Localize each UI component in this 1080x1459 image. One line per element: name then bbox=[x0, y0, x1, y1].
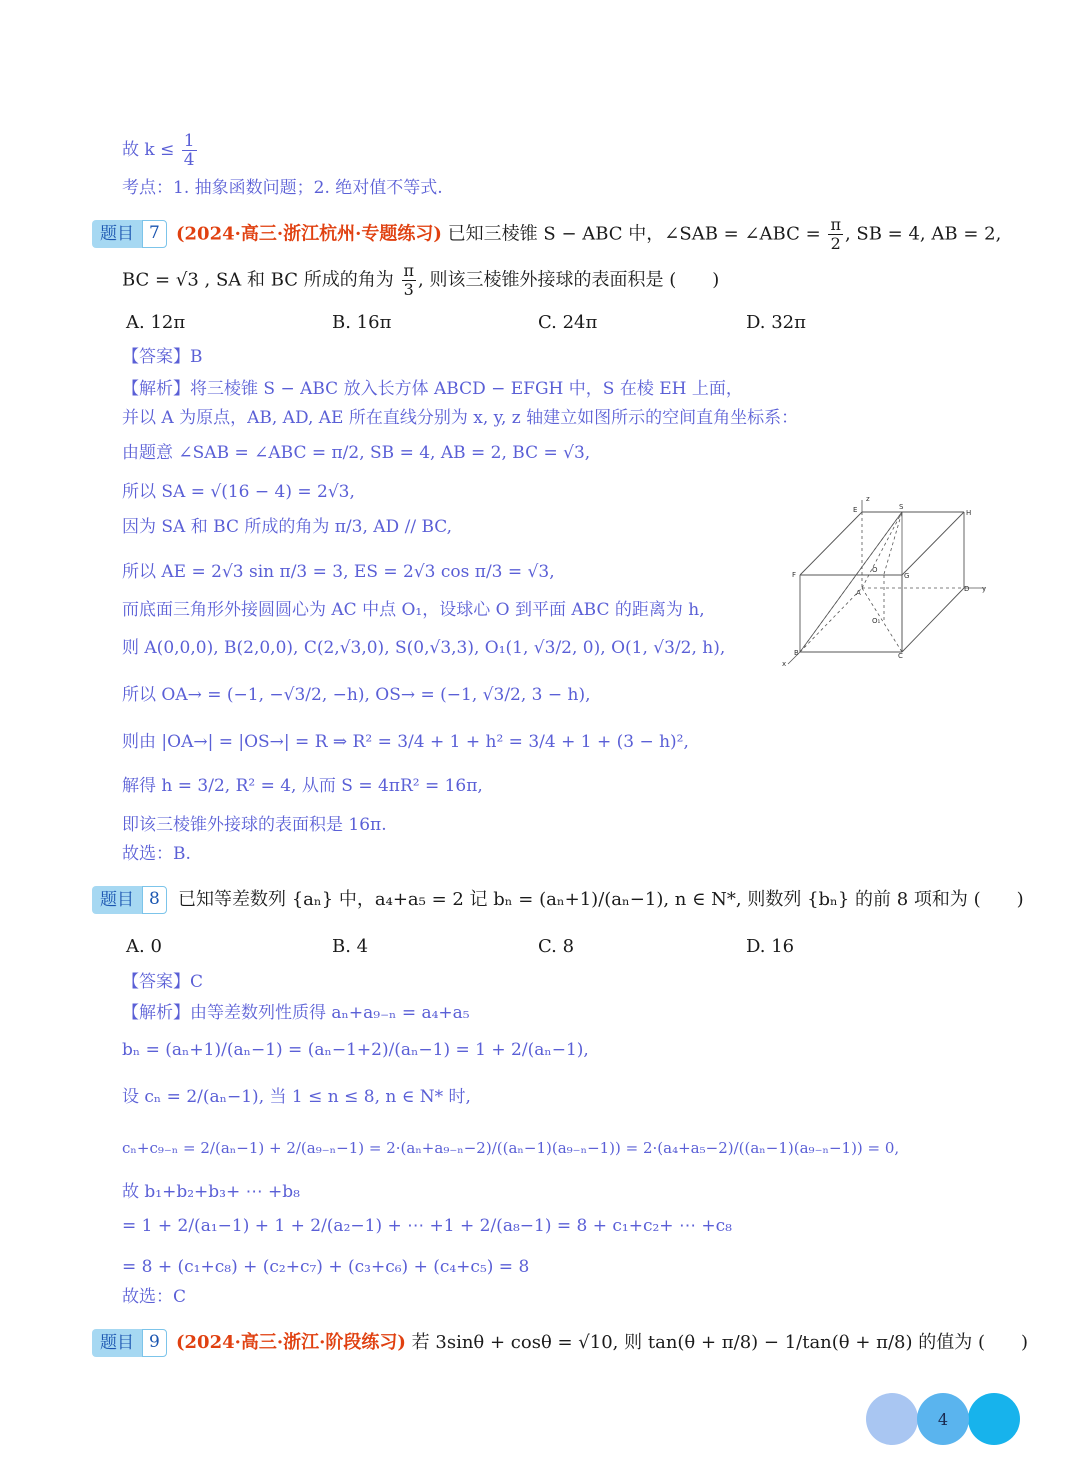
axis-x-label: x bbox=[782, 660, 787, 668]
question-9-stem: (2024·高三·浙江·阶段练习) 若 3sinθ + cosθ = √10, 则 tan(θ + π/8) − 1/tan(θ + π/8) 的值为 ( ) bbox=[176, 1332, 1029, 1353]
q7-solution-line: 所以 OA→ = (−1, −√3/2, −h), OS→ = (−1, √3/2, 3 − h), bbox=[122, 685, 591, 705]
q7-solution-line: 而底面三角形外接圆圆心为 AC 中点 O₁，设球心 O 到平面 ABC 的距离为 h, bbox=[122, 600, 705, 620]
q7-solution-line: 因为 SA 和 BC 所成的角为 π/3, AD // BC, bbox=[122, 517, 453, 537]
q7-solution-line: 解得 h = 3/2, R² = 4, 从而 S = 4πR² = 16π, bbox=[122, 776, 483, 796]
point-f-label: F bbox=[792, 571, 797, 579]
page-decor-circle bbox=[968, 1393, 1020, 1445]
q7-solution-line: 则由 |OA→| = |OS→| = R ⇒ R² = 3/4 + 1 + h² = 3/4 + 1 + (3 − h)², bbox=[122, 732, 689, 752]
point-o-label: O bbox=[872, 566, 878, 574]
q8-solution-line: 设 cₙ = 2/(aₙ−1), 当 1 ≤ n ≤ 8, n ∈ N* 时, bbox=[122, 1087, 471, 1107]
q7-option-d[interactable]: D. 32π bbox=[746, 312, 806, 333]
question-9-tag: 题目 9 bbox=[92, 1329, 167, 1357]
q7-solution-line: 故选：B. bbox=[122, 844, 191, 864]
q8-option-b[interactable]: B. 4 bbox=[332, 936, 369, 957]
q7-solution-line: 并以 A 为原点，AB, AD, AE 所在直线分别为 x, y, z 轴建立如图所示的空间直角坐标系： bbox=[122, 408, 799, 428]
question-7-stem-line2: BC = √3 , SA 和 BC 所成的角为 $\frac{\pi}{3}$ , 则该三棱锥外接球的表面积是 ( ) bbox=[122, 261, 720, 299]
q8-option-d[interactable]: D. 16 bbox=[746, 936, 795, 957]
axis-z-label: z bbox=[866, 495, 870, 503]
q7-solution-line: 【解析】将三棱锥 S − ABC 放入长方体 ABCD − EFGH 中，S 在棱 EH 上面， bbox=[122, 379, 743, 399]
q8-solution-line: = 1 + 2/(a₁−1) + 1 + 2/(a₂−1) + ⋯ +1 + 2/(a₈−1) = 8 + c₁+c₂+ ⋯ +c₈ bbox=[122, 1216, 732, 1236]
question-7-tag: 题目 7 bbox=[92, 220, 167, 248]
point-b-label: B bbox=[794, 649, 799, 657]
point-e-label: E bbox=[853, 506, 858, 514]
point-s-label: S bbox=[899, 503, 904, 511]
q7-option-b[interactable]: B. 16π bbox=[332, 312, 392, 333]
point-c-label: C bbox=[898, 652, 903, 660]
q7-solution-line: 所以 SA = √(16 − 4) = 2√3, bbox=[122, 482, 355, 502]
q7-answer: 【答案】B bbox=[122, 347, 203, 367]
axis-y-label: y bbox=[982, 585, 987, 593]
point-d-label: D bbox=[964, 585, 970, 593]
q8-solution-line: cₙ+c₉₋ₙ = 2/(aₙ−1) + 2/(a₉₋ₙ−1) = 2·(aₙ+a₉₋ₙ−2)/((aₙ−1)(a₉₋ₙ−1)) = 2·(a₄+a₅−2)/((aₙ−1)(a₉₋ₙ−1)) = 0, bbox=[122, 1139, 900, 1157]
q7-solution-line: 即该三棱锥外接球的表面积是 16π. bbox=[122, 815, 387, 835]
k-conclusion: 故 k ≤ $\frac{1}{4}$ bbox=[122, 131, 195, 170]
question-7-stem-line1: (2024·高三·浙江杭州·专题练习) 已知三棱锥 S − ABC 中，∠SAB = ∠ABC = $\frac{\pi}{2}$ , SB = 4, AB = 2, bbox=[176, 215, 1002, 253]
q7-solution-line: 则 A(0,0,0), B(2,0,0), C(2,√3,0), S(0,√3,3), O₁(1, √3/2, 0), O(1, √3/2, h), bbox=[122, 638, 726, 658]
question-8-tag: 题目 8 bbox=[92, 886, 167, 914]
q8-solution-line: bₙ = (aₙ+1)/(aₙ−1) = (aₙ−1+2)/(aₙ−1) = 1 + 2/(aₙ−1), bbox=[122, 1040, 589, 1060]
q8-solution-line: = 8 + (c₁+c₈) + (c₂+c₇) + (c₃+c₆) + (c₄+c₅) = 8 bbox=[122, 1257, 530, 1277]
q7-option-a[interactable]: A. 12π bbox=[126, 312, 186, 333]
cuboid-figure bbox=[780, 492, 990, 672]
point-h-label: H bbox=[966, 509, 972, 517]
q7-solution-line: 所以 AE = 2√3 sin π/3 = 3, ES = 2√3 cos π/3 = √3, bbox=[122, 562, 555, 582]
q8-answer: 【答案】C bbox=[122, 972, 204, 992]
point-a-label: A bbox=[856, 589, 861, 597]
q7-solution-line: 由题意 ∠SAB = ∠ABC = π/2, SB = 4, AB = 2, BC = √3, bbox=[122, 443, 591, 463]
kaodian-note: 考点：1. 抽象函数问题；2. 绝对值不等式. bbox=[122, 178, 443, 198]
point-o1-label: O₁ bbox=[872, 617, 881, 625]
question-8-stem: 已知等差数列 {aₙ} 中，a₄+a₅ = 2 记 bₙ = (aₙ+1)/(aₙ−1), n ∈ N*, 则数列 {bₙ} 的前 8 项和为 ( ) bbox=[178, 889, 1024, 910]
q8-solution-line: 【解析】由等差数列性质得 aₙ+a₉₋ₙ = a₄+a₅ bbox=[122, 1003, 470, 1023]
q8-option-a[interactable]: A. 0 bbox=[126, 936, 162, 957]
page-number: 4 bbox=[917, 1393, 969, 1445]
q7-option-c[interactable]: C. 24π bbox=[538, 312, 598, 333]
q8-option-c[interactable]: C. 8 bbox=[538, 936, 575, 957]
page-decor-circle bbox=[866, 1393, 918, 1445]
q8-solution-line: 故 b₁+b₂+b₃+ ⋯ +b₈ bbox=[122, 1182, 300, 1202]
q8-solution-line: 故选：C bbox=[122, 1287, 187, 1307]
point-g-label: G bbox=[904, 572, 910, 580]
